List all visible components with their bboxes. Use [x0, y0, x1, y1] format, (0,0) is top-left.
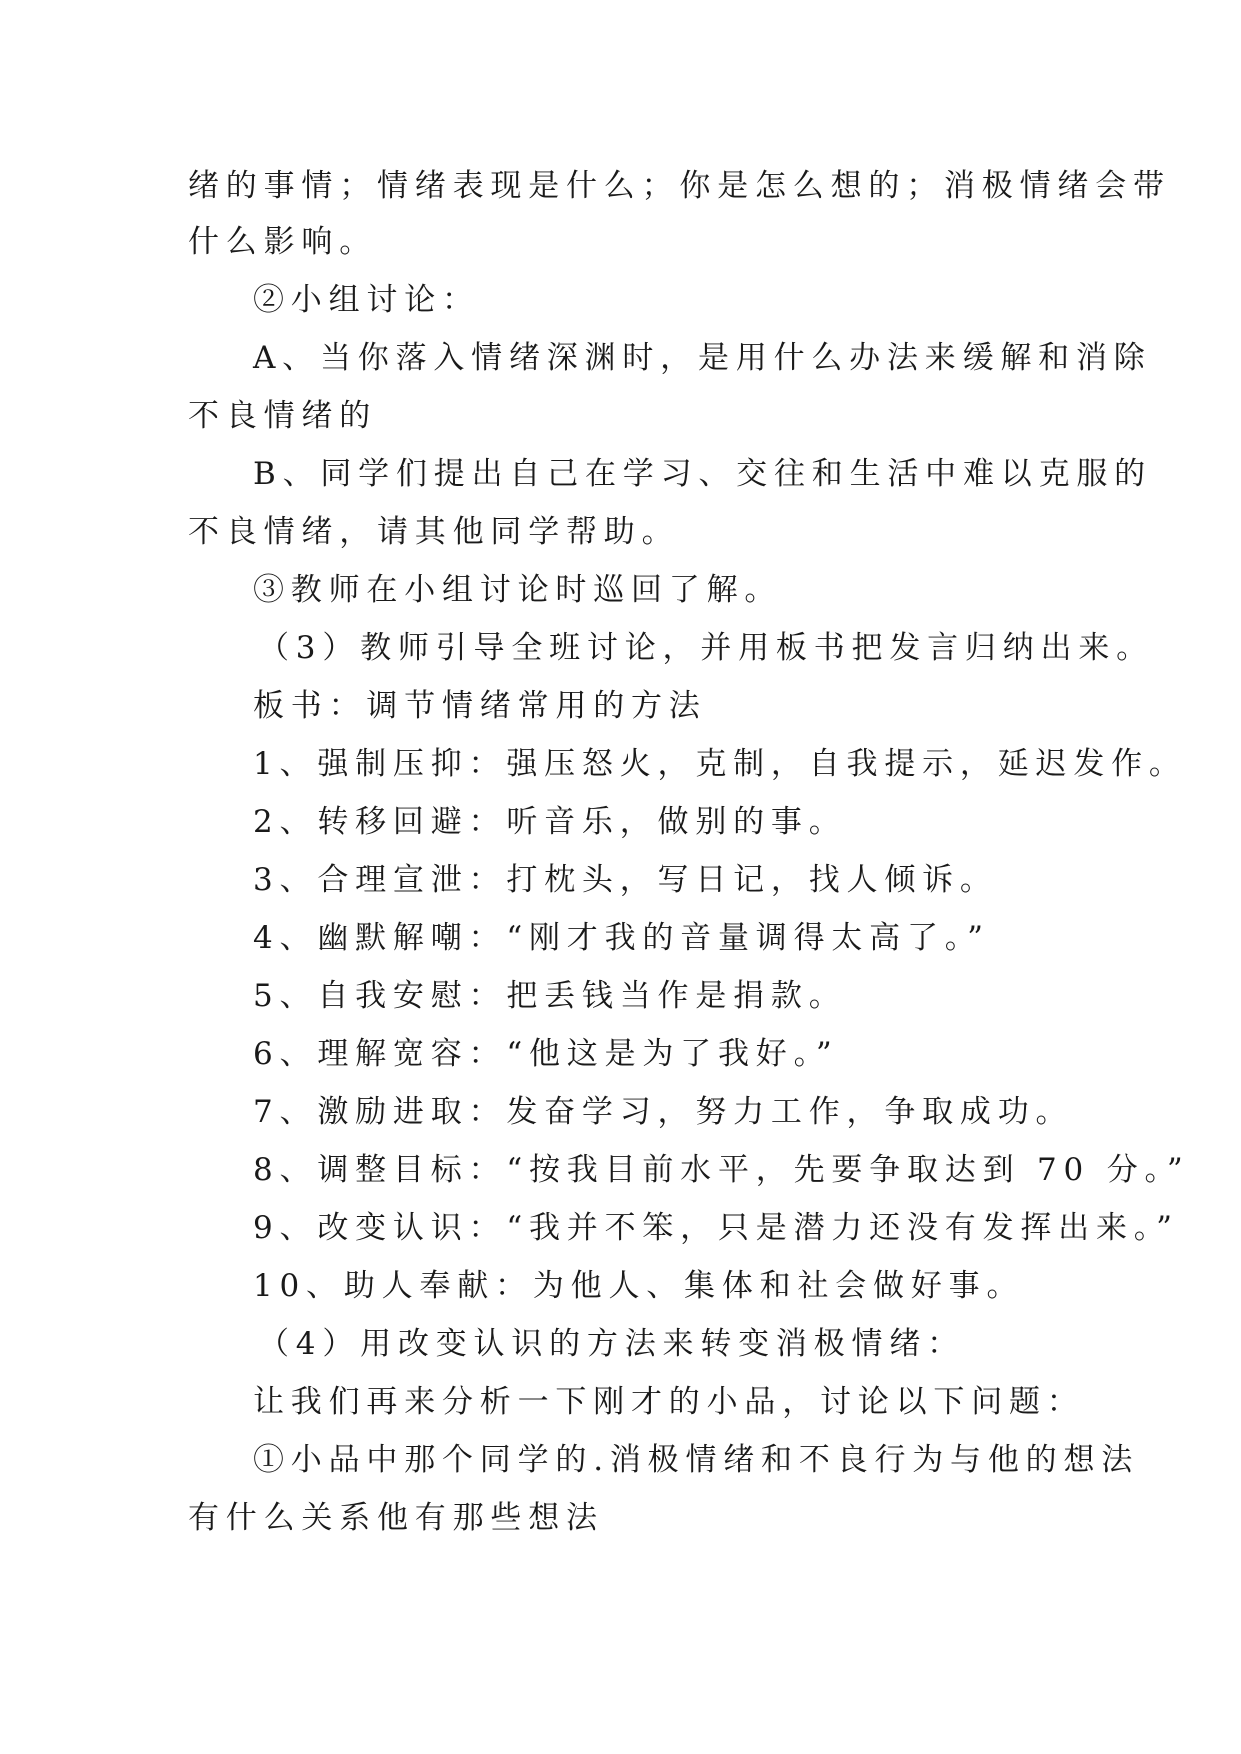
- paragraph-line: 不良情绪的: [188, 398, 377, 434]
- board-title: 板书：调节情绪常用的方法: [253, 688, 707, 724]
- paragraph-line: 什么影响。: [188, 224, 377, 260]
- list-item: 9、改变认识：“我并不笨，只是潜力还没有发挥出来。”: [253, 1210, 1179, 1246]
- list-item: 8、调整目标：“按我目前水平，先要争取达到 70 分。”: [253, 1152, 1190, 1188]
- list-item: 7、激励进取：发奋学习，努力工作，争取成功。: [253, 1094, 1074, 1130]
- paragraph-line: B、同学们提出自己在学习、交往和生活中难以克服的: [253, 456, 1152, 492]
- paragraph-line: 不良情绪，请其他同学帮助。: [188, 514, 680, 550]
- paragraph-line: ③教师在小组讨论时巡回了解。: [253, 572, 783, 608]
- list-item: 10、助人奉献：为他人、集体和社会做好事。: [253, 1268, 1025, 1304]
- paragraph-line: 有什么关系他有那些想法: [188, 1500, 604, 1536]
- list-item: 1、强制压抑：强压怒火，克制，自我提示，延迟发作。: [253, 746, 1187, 782]
- list-item: 3、合理宣泄：打枕头，写日记，找人倾诉。: [253, 862, 998, 898]
- list-item: 6、理解宽容：“他这是为了我好。”: [253, 1036, 839, 1072]
- paragraph-line: ②小组讨论：: [253, 282, 480, 318]
- list-item: 4、幽默解嘲：“刚才我的音量调得太高了。”: [253, 920, 990, 956]
- paragraph-line: ①小品中那个同学的.消极情绪和不良行为与他的想法: [253, 1442, 1140, 1478]
- list-item: 2、转移回避：听音乐，做别的事。: [253, 804, 847, 840]
- section-heading: （4）用改变认识的方法来转变消极情绪：: [258, 1326, 965, 1362]
- paragraph-line: A、当你落入情绪深渊时，是用什么办法来缓解和消除: [253, 340, 1152, 376]
- paragraph-line: 绪的事情；情绪表现是什么；你是怎么想的；消极情绪会带: [188, 168, 1171, 204]
- paragraph-line: 让我们再来分析一下刚才的小品，讨论以下问题：: [253, 1384, 1085, 1420]
- list-item: 5、自我安慰：把丢钱当作是捐款。: [253, 978, 847, 1014]
- section-heading: （3）教师引导全班讨论，并用板书把发言归纳出来。: [258, 630, 1154, 666]
